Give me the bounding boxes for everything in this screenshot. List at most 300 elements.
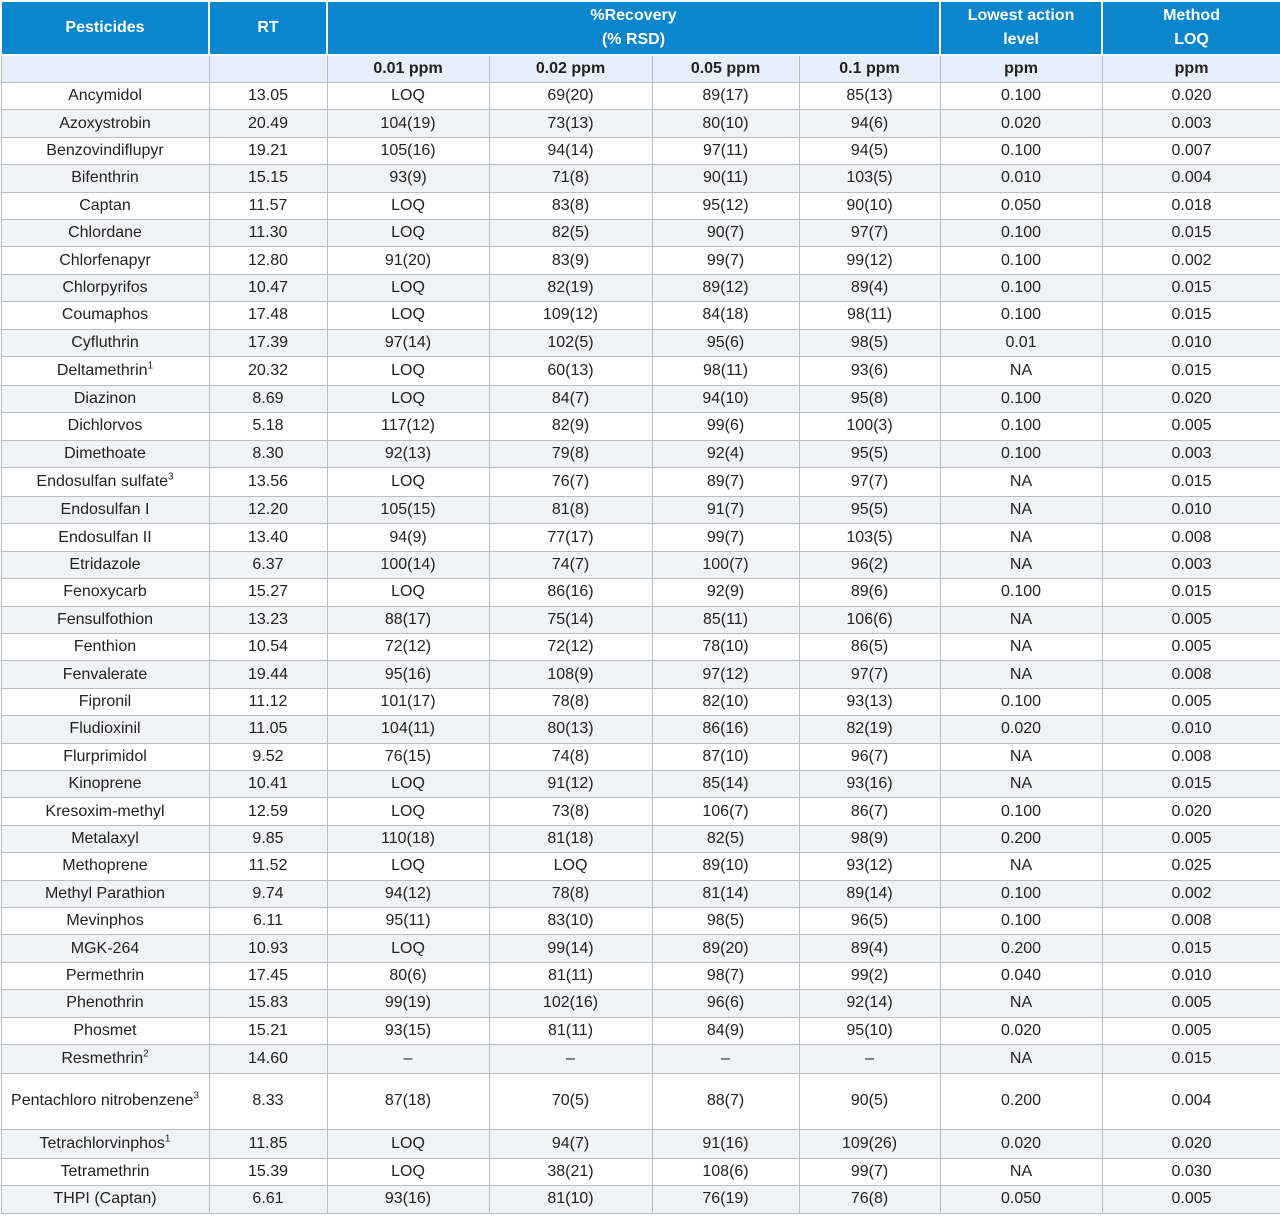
rt-cell: 17.48 [209,302,327,329]
recovery-0.02-cell: 83(8) [489,192,652,219]
pesticide-name-cell [1,688,209,715]
recovery-0.02-cell: 38(21) [489,1158,652,1185]
pesticide-name: Coumaphos [61,306,149,324]
recovery-0.01-cell: – [327,1044,489,1073]
recovery-0.05-cell: 98(5) [652,907,799,934]
header-row [1,1,1280,55]
recovery-0.02-cell: 102(5) [489,329,652,356]
table-row [1,302,1280,329]
rt-cell: 11.12 [209,688,327,715]
recovery-0.1-cell: 90(10) [799,192,940,219]
rt-cell: 11.57 [209,192,327,219]
pesticide-name: Phenothrin [66,994,144,1012]
recovery-0.05-cell: 89(7) [652,468,799,497]
recovery-0.01-cell: 92(13) [327,440,489,467]
table-row [1,579,1280,606]
lowest-action-level-cell: 0.100 [940,413,1102,440]
recovery-0.02-cell: 108(9) [489,661,652,688]
recovery-0.02-cell: 94(14) [489,137,652,164]
table-row [1,247,1280,274]
recovery-0.05-cell: 106(7) [652,798,799,825]
recovery-0.05-cell: 89(20) [652,935,799,962]
recovery-0.02-cell: 60(13) [489,356,652,385]
table-row [1,716,1280,743]
pesticide-name: Diazinon [73,390,137,408]
subheader-0.1ppm: 0.1 ppm [799,55,940,83]
recovery-0.02-cell: 74(7) [489,551,652,578]
rt-cell: 6.11 [209,907,327,934]
recovery-0.1-cell: 89(6) [799,579,940,606]
lowest-action-level-cell: 0.200 [940,1073,1102,1129]
recovery-0.05-cell: 95(12) [652,192,799,219]
recovery-0.1-cell: 95(5) [799,440,940,467]
recovery-0.02-cell: 83(10) [489,907,652,934]
table-row [1,524,1280,551]
recovery-0.01-cell: 93(9) [327,165,489,192]
pesticide-name-cell [1,743,209,770]
table-row [1,468,1280,497]
recovery-0.05-cell: 90(7) [652,219,799,246]
lowest-action-level-cell: 0.100 [940,579,1102,606]
method-loq-cell: 0.008 [1102,743,1280,770]
method-loq-cell: 0.003 [1102,551,1280,578]
rt-cell: 20.32 [209,356,327,385]
pesticide-name: Bifenthrin [71,169,139,187]
rt-cell: 13.40 [209,524,327,551]
subheader-row [1,55,1280,83]
rt-cell: 11.30 [209,219,327,246]
recovery-0.02-cell: 84(7) [489,385,652,412]
recovery-0.02-cell: 102(16) [489,990,652,1017]
pesticide-name-cell [1,137,209,164]
lowest-action-level-cell: 0.200 [940,935,1102,962]
method-loq-cell: 0.010 [1102,716,1280,743]
recovery-0.01-cell: 95(11) [327,907,489,934]
rt-cell: 10.93 [209,935,327,962]
pesticide-name-cell [1,356,209,385]
pesticide-name-cell [1,634,209,661]
method-loq-cell: 0.008 [1102,524,1280,551]
recovery-0.1-cell: 94(6) [799,110,940,137]
table-row [1,1017,1280,1044]
recovery-0.01-cell: 76(15) [327,743,489,770]
recovery-0.02-cell: 79(8) [489,440,652,467]
lowest-action-level-cell: NA [940,1044,1102,1073]
rt-cell: 8.33 [209,1073,327,1129]
recovery-0.02-cell: 81(8) [489,497,652,524]
pesticide-name-cell [1,1186,209,1213]
recovery-0.1-cell: 94(5) [799,137,940,164]
recovery-0.05-cell: 85(14) [652,770,799,797]
recovery-0.1-cell: 85(13) [799,83,940,110]
method-loq-cell: 0.015 [1102,468,1280,497]
recovery-0.1-cell: 86(5) [799,634,940,661]
pesticide-name-cell [1,524,209,551]
pesticide-name: Ancymidol [68,87,142,105]
recovery-0.01-cell: 97(14) [327,329,489,356]
recovery-0.02-cell: 81(11) [489,1017,652,1044]
pesticide-name: Endosulfan I [60,501,150,519]
pesticide-name-cell [1,661,209,688]
pesticide-name-cell [1,385,209,412]
pesticide-name-cell [1,110,209,137]
pesticide-name-cell [1,798,209,825]
lowest-action-level-cell: NA [940,551,1102,578]
recovery-0.1-cell: 93(6) [799,356,940,385]
pesticide-name: Resmethrin [61,1049,144,1067]
recovery-0.1-cell: 98(9) [799,825,940,852]
method-loq-cell: 0.020 [1102,385,1280,412]
table-row [1,1044,1280,1073]
lowest-action-level-cell: 0.040 [940,962,1102,989]
rt-cell: 11.52 [209,853,327,880]
header-method-line2: LOQ [1174,31,1209,48]
rt-cell: 11.85 [209,1129,327,1158]
table-row [1,356,1280,385]
pesticide-name: Azoxystrobin [59,114,151,132]
recovery-0.1-cell: – [799,1044,940,1073]
pesticide-name: Kinoprene [68,775,142,793]
table-row [1,743,1280,770]
table-row [1,770,1280,797]
method-loq-cell: 0.004 [1102,1073,1280,1129]
recovery-0.02-cell: 109(12) [489,302,652,329]
pesticide-name: Cyfluthrin [71,333,139,351]
table-row [1,907,1280,934]
lowest-action-level-cell: 0.100 [940,798,1102,825]
rt-cell: 9.52 [209,743,327,770]
lowest-action-level-cell: 0.100 [940,907,1102,934]
recovery-0.02-cell: 99(14) [489,935,652,962]
recovery-0.1-cell: 98(5) [799,329,940,356]
pesticide-name: MGK-264 [70,939,140,957]
pesticide-name-cell [1,770,209,797]
recovery-0.02-cell: 86(16) [489,579,652,606]
method-loq-cell: 0.025 [1102,853,1280,880]
method-loq-cell: 0.015 [1102,302,1280,329]
rt-cell: 13.05 [209,83,327,110]
pesticide-name-cell [1,1129,209,1158]
method-loq-cell: 0.005 [1102,606,1280,633]
recovery-0.01-cell: LOQ [327,579,489,606]
recovery-0.1-cell: 100(3) [799,413,940,440]
pesticide-name: Mevinphos [66,912,144,930]
recovery-0.02-cell: 80(13) [489,716,652,743]
method-loq-cell: 0.005 [1102,990,1280,1017]
recovery-0.05-cell: 98(11) [652,356,799,385]
table-row [1,137,1280,164]
pesticide-name: Fenthion [73,638,137,656]
rt-cell: 17.39 [209,329,327,356]
table-row [1,798,1280,825]
method-loq-cell: 0.015 [1102,356,1280,385]
method-loq-cell: 0.002 [1102,880,1280,907]
recovery-0.01-cell: 94(12) [327,880,489,907]
recovery-0.1-cell: 93(12) [799,853,940,880]
table-row [1,634,1280,661]
lowest-action-level-cell: 0.020 [940,110,1102,137]
recovery-0.05-cell: 97(12) [652,661,799,688]
recovery-0.05-cell: 92(4) [652,440,799,467]
recovery-0.1-cell: 99(2) [799,962,940,989]
recovery-0.1-cell: 95(8) [799,385,940,412]
method-loq-cell: 0.005 [1102,413,1280,440]
recovery-0.1-cell: 97(7) [799,219,940,246]
table-row [1,880,1280,907]
rt-cell: 8.30 [209,440,327,467]
table-row [1,83,1280,110]
table-row [1,192,1280,219]
rt-cell: 15.83 [209,990,327,1017]
pesticide-name: Methyl Parathion [44,884,166,902]
rt-cell: 20.49 [209,110,327,137]
recovery-0.1-cell: 95(5) [799,497,940,524]
method-loq-cell: 0.015 [1102,770,1280,797]
pesticide-name: THPI (Captan) [53,1190,157,1208]
header-recovery-line2: (% RSD) [601,31,666,48]
method-loq-cell: 0.015 [1102,935,1280,962]
recovery-0.05-cell: 84(18) [652,302,799,329]
recovery-0.02-cell: 81(11) [489,962,652,989]
pesticide-name-cell [1,440,209,467]
method-loq-cell: 0.020 [1102,1129,1280,1158]
recovery-0.1-cell: 96(5) [799,907,940,934]
recovery-0.1-cell: 97(7) [799,661,940,688]
recovery-0.1-cell: 90(5) [799,1073,940,1129]
pesticide-name: Fenvalerate [62,665,148,683]
recovery-0.02-cell: 73(13) [489,110,652,137]
recovery-0.01-cell: LOQ [327,274,489,301]
lowest-action-level-cell: 0.200 [940,825,1102,852]
method-loq-cell: 0.018 [1102,192,1280,219]
lowest-action-level-cell: NA [940,356,1102,385]
rt-cell: 13.56 [209,468,327,497]
recovery-0.1-cell: 97(7) [799,468,940,497]
pesticide-name: Methoprene [62,857,148,875]
recovery-0.02-cell: 78(8) [489,880,652,907]
table-row [1,385,1280,412]
lowest-action-level-cell: 0.100 [940,274,1102,301]
pesticide-name: Captan [79,196,131,214]
pesticide-name: Endosulfan II [58,528,152,546]
recovery-0.01-cell: LOQ [327,853,489,880]
recovery-0.05-cell: 86(16) [652,716,799,743]
rt-cell: 15.21 [209,1017,327,1044]
recovery-0.02-cell: 72(12) [489,634,652,661]
lowest-action-level-cell: 0.020 [940,1017,1102,1044]
recovery-0.01-cell: 117(12) [327,413,489,440]
recovery-0.05-cell: 81(14) [652,880,799,907]
rt-cell: 6.61 [209,1186,327,1213]
recovery-0.05-cell: 88(7) [652,1073,799,1129]
recovery-0.05-cell: 99(6) [652,413,799,440]
lowest-action-level-cell: 0.020 [940,1129,1102,1158]
recovery-0.05-cell: 95(6) [652,329,799,356]
rt-cell: 10.54 [209,634,327,661]
table-row [1,413,1280,440]
method-loq-cell: 0.020 [1102,83,1280,110]
pesticide-name-cell [1,880,209,907]
pesticide-name: Deltamethrin [56,361,148,379]
footnote-marker: 3 [168,471,174,483]
pesticide-name: Permethrin [65,966,145,984]
recovery-0.01-cell: 95(16) [327,661,489,688]
recovery-0.05-cell: 91(7) [652,497,799,524]
lowest-action-level-cell: NA [940,743,1102,770]
method-loq-cell: 0.010 [1102,329,1280,356]
method-loq-cell: 0.010 [1102,497,1280,524]
lowest-action-level-cell: NA [940,990,1102,1017]
recovery-0.05-cell: 99(7) [652,524,799,551]
lowest-action-level-cell: 0.100 [940,219,1102,246]
recovery-0.02-cell: 77(17) [489,524,652,551]
recovery-0.05-cell: 108(6) [652,1158,799,1185]
table-row [1,1158,1280,1185]
rt-cell: 9.74 [209,880,327,907]
recovery-0.02-cell: 78(8) [489,688,652,715]
recovery-0.1-cell: 106(6) [799,606,940,633]
pesticide-name: Flurprimidol [63,747,147,765]
header-pesticides: Pesticides [1,1,209,55]
rt-cell: 5.18 [209,413,327,440]
recovery-0.01-cell: 80(6) [327,962,489,989]
header-recovery [327,1,940,55]
pesticide-name-cell [1,853,209,880]
recovery-0.01-cell: LOQ [327,356,489,385]
lowest-action-level-cell: 0.100 [940,83,1102,110]
recovery-0.02-cell: 82(5) [489,219,652,246]
recovery-0.05-cell: 97(11) [652,137,799,164]
recovery-0.01-cell: 88(17) [327,606,489,633]
recovery-0.01-cell: LOQ [327,385,489,412]
pesticide-name-cell [1,83,209,110]
pesticide-name-cell [1,1073,209,1129]
footnote-marker: 1 [147,360,154,372]
recovery-0.05-cell: 87(10) [652,743,799,770]
recovery-0.01-cell: 72(12) [327,634,489,661]
pesticide-name-cell [1,1158,209,1185]
method-loq-cell: 0.005 [1102,1186,1280,1213]
pesticide-name-cell [1,1044,209,1073]
lowest-action-level-cell: 0.01 [940,329,1102,356]
recovery-0.02-cell: 81(18) [489,825,652,852]
pesticide-name-cell [1,274,209,301]
recovery-0.1-cell: 98(11) [799,302,940,329]
lowest-action-level-cell: 0.100 [940,137,1102,164]
recovery-0.02-cell: 69(20) [489,83,652,110]
lowest-action-level-cell: 0.100 [940,440,1102,467]
recovery-0.1-cell: 82(19) [799,716,940,743]
method-loq-cell: 0.005 [1102,688,1280,715]
method-loq-cell: 0.002 [1102,247,1280,274]
method-loq-cell: 0.015 [1102,579,1280,606]
recovery-0.1-cell: 96(2) [799,551,940,578]
recovery-0.05-cell: 78(10) [652,634,799,661]
header-method-loq [1102,1,1280,55]
pesticide-name: Kresoxim-methyl [45,802,165,820]
recovery-0.02-cell: 70(5) [489,1073,652,1129]
rt-cell: 10.41 [209,770,327,797]
lowest-action-level-cell: NA [940,497,1102,524]
method-loq-cell: 0.015 [1102,1044,1280,1073]
recovery-0.05-cell: 89(12) [652,274,799,301]
pesticide-name-cell [1,716,209,743]
recovery-0.01-cell: 104(19) [327,110,489,137]
rt-cell: 15.39 [209,1158,327,1185]
recovery-0.1-cell: 93(13) [799,688,940,715]
recovery-0.05-cell: 98(7) [652,962,799,989]
recovery-0.1-cell: 99(12) [799,247,940,274]
subheader-lal-unit: ppm [940,55,1102,83]
table-row [1,661,1280,688]
method-loq-cell: 0.003 [1102,440,1280,467]
table-row [1,165,1280,192]
lowest-action-level-cell: 0.050 [940,192,1102,219]
subheader-blank-pesticides [1,55,209,83]
recovery-0.01-cell: 99(19) [327,990,489,1017]
recovery-0.01-cell: 93(16) [327,1186,489,1213]
method-loq-cell: 0.007 [1102,137,1280,164]
pesticide-name: Fipronil [78,693,132,710]
recovery-0.1-cell: 96(7) [799,743,940,770]
method-loq-cell: 0.010 [1102,962,1280,989]
rt-cell: 9.85 [209,825,327,852]
pesticide-name: Chlorfenapyr [59,251,151,269]
pesticide-name: Etridazole [69,556,141,574]
pesticide-name-cell [1,413,209,440]
recovery-0.05-cell: 85(11) [652,606,799,633]
header-rt: RT [209,1,327,55]
pesticide-name: Phosmet [73,1021,137,1039]
recovery-0.01-cell: 94(9) [327,524,489,551]
lowest-action-level-cell: 0.100 [940,688,1102,715]
pesticide-name: Fenoxycarb [63,583,147,601]
lowest-action-level-cell: NA [940,853,1102,880]
recovery-0.02-cell: 91(12) [489,770,652,797]
recovery-0.1-cell: 109(26) [799,1129,940,1158]
pesticide-name-cell [1,247,209,274]
method-loq-cell: 0.008 [1102,907,1280,934]
recovery-0.1-cell: 103(5) [799,165,940,192]
table-row [1,688,1280,715]
recovery-0.02-cell: – [489,1044,652,1073]
pesticide-name: Dichlorvos [67,417,143,435]
recovery-0.01-cell: 93(15) [327,1017,489,1044]
method-loq-cell: 0.004 [1102,165,1280,192]
lowest-action-level-cell: 0.100 [940,385,1102,412]
rt-cell: 17.45 [209,962,327,989]
recovery-0.01-cell: LOQ [327,468,489,497]
lowest-action-level-cell: 0.100 [940,247,1102,274]
recovery-0.05-cell: 90(11) [652,165,799,192]
header-lowest-line2: level [1003,31,1039,48]
pesticide-name-cell [1,990,209,1017]
method-loq-cell: 0.005 [1102,1017,1280,1044]
lowest-action-level-cell: NA [940,770,1102,797]
header-method-line1: Method [1163,7,1220,24]
recovery-0.01-cell: 101(17) [327,688,489,715]
recovery-0.01-cell: LOQ [327,192,489,219]
method-loq-cell: 0.005 [1102,634,1280,661]
recovery-0.01-cell: LOQ [327,219,489,246]
pesticide-name-cell [1,935,209,962]
recovery-0.01-cell: LOQ [327,83,489,110]
subheader-loq-unit: ppm [1102,55,1280,83]
lowest-action-level-cell: NA [940,661,1102,688]
pesticide-name-cell [1,579,209,606]
table-row [1,110,1280,137]
pesticide-name: Metalaxyl [71,829,139,847]
